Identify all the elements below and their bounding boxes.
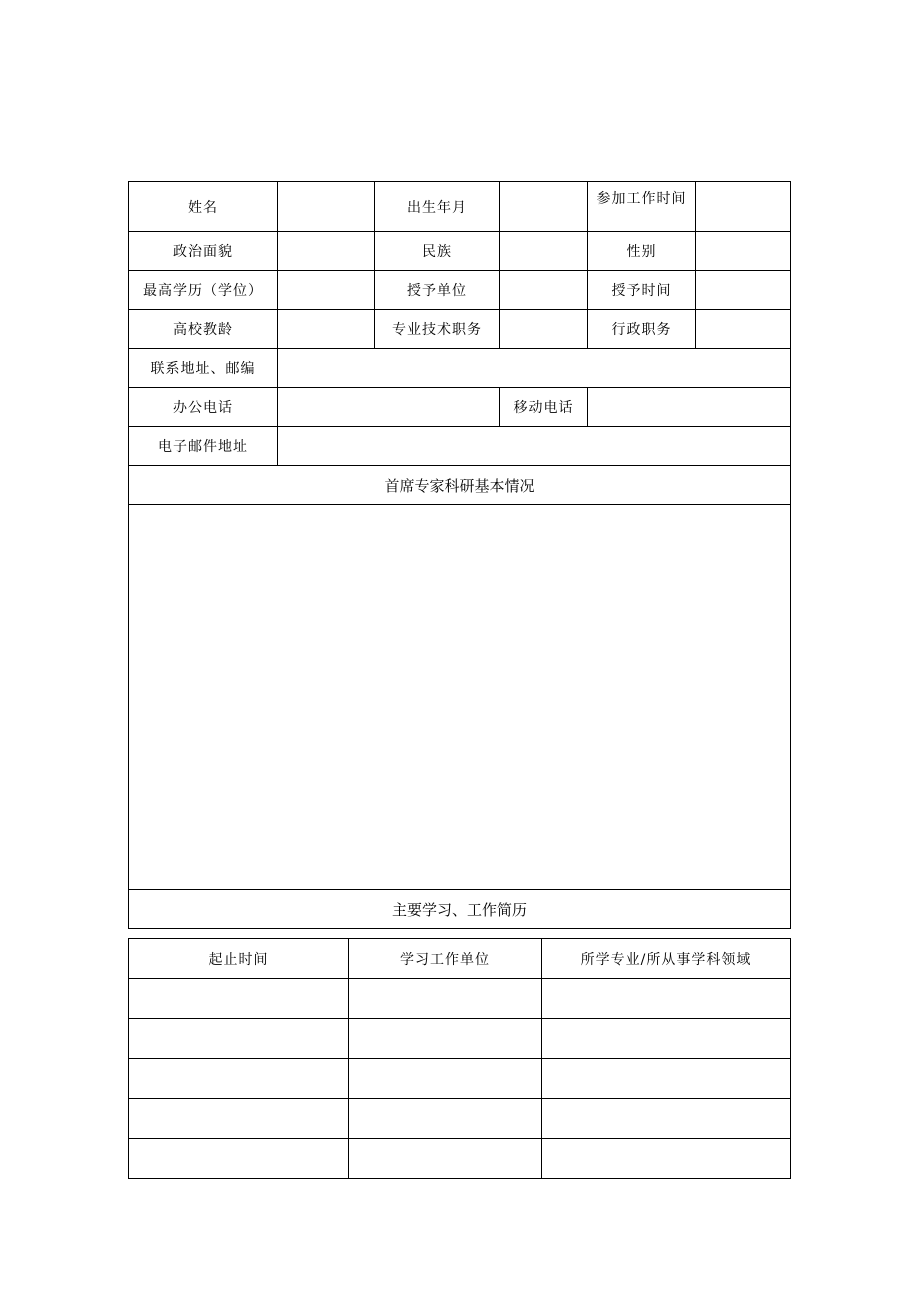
education-field[interactable] — [278, 271, 375, 310]
name-field[interactable] — [278, 182, 375, 232]
political-field[interactable] — [278, 232, 375, 271]
resume-section-title: 主要学习、工作简历 — [129, 890, 791, 929]
resume-header-period: 起止时间 — [129, 939, 349, 979]
resume-unit-cell[interactable] — [349, 979, 542, 1019]
research-content-area[interactable] — [129, 505, 791, 890]
resume-unit-cell[interactable] — [349, 1059, 542, 1099]
grantor-field[interactable] — [500, 271, 588, 310]
email-label: 电子邮件地址 — [129, 427, 278, 466]
gender-label: 性别 — [588, 232, 696, 271]
resume-unit-cell[interactable] — [349, 1139, 542, 1179]
address-label: 联系地址、邮编 — [129, 349, 278, 388]
resume-field-cell[interactable] — [542, 1139, 791, 1179]
resume-period-cell[interactable] — [129, 1019, 349, 1059]
resume-field-cell[interactable] — [542, 1099, 791, 1139]
address-field[interactable] — [278, 349, 791, 388]
resume-field-cell[interactable] — [542, 979, 791, 1019]
ethnicity-label: 民族 — [375, 232, 500, 271]
name-label: 姓名 — [129, 182, 278, 232]
table-row — [129, 1099, 791, 1139]
political-label: 政治面貌 — [129, 232, 278, 271]
table-row — [129, 979, 791, 1019]
birth-field[interactable] — [500, 182, 588, 232]
research-section-title: 首席专家科研基本情况 — [129, 466, 791, 505]
grant-time-label: 授予时间 — [588, 271, 696, 310]
resume-header-unit: 学习工作单位 — [349, 939, 542, 979]
resume-period-cell[interactable] — [129, 1099, 349, 1139]
table-row — [129, 1139, 791, 1179]
office-phone-field[interactable] — [278, 388, 500, 427]
email-field[interactable] — [278, 427, 791, 466]
table-row — [129, 1019, 791, 1059]
mobile-field[interactable] — [588, 388, 791, 427]
education-label: 最高学历（学位） — [129, 271, 278, 310]
tech-title-label: 专业技术职务 — [375, 310, 500, 349]
work-start-label: 参加工作时间 — [588, 182, 696, 232]
work-start-field[interactable] — [696, 182, 791, 232]
gender-field[interactable] — [696, 232, 791, 271]
admin-title-label: 行政职务 — [588, 310, 696, 349]
grantor-label: 授予单位 — [375, 271, 500, 310]
resume-field-cell[interactable] — [542, 1019, 791, 1059]
resume-unit-cell[interactable] — [349, 1019, 542, 1059]
resume-period-cell[interactable] — [129, 1059, 349, 1099]
resume-field-cell[interactable] — [542, 1059, 791, 1099]
resume-header-field: 所学专业/所从事学科领域 — [542, 939, 791, 979]
ethnicity-field[interactable] — [500, 232, 588, 271]
mobile-label: 移动电话 — [500, 388, 588, 427]
tech-title-field[interactable] — [500, 310, 588, 349]
resume-period-cell[interactable] — [129, 1139, 349, 1179]
teaching-years-label: 高校教龄 — [129, 310, 278, 349]
resume-unit-cell[interactable] — [349, 1099, 542, 1139]
resume-table — [128, 938, 791, 1179]
expert-info-form — [128, 181, 791, 929]
teaching-years-field[interactable] — [278, 310, 375, 349]
birth-label: 出生年月 — [375, 182, 500, 232]
resume-period-cell[interactable] — [129, 979, 349, 1019]
admin-title-field[interactable] — [696, 310, 791, 349]
grant-time-field[interactable] — [696, 271, 791, 310]
table-row — [129, 1059, 791, 1099]
office-phone-label: 办公电话 — [129, 388, 278, 427]
